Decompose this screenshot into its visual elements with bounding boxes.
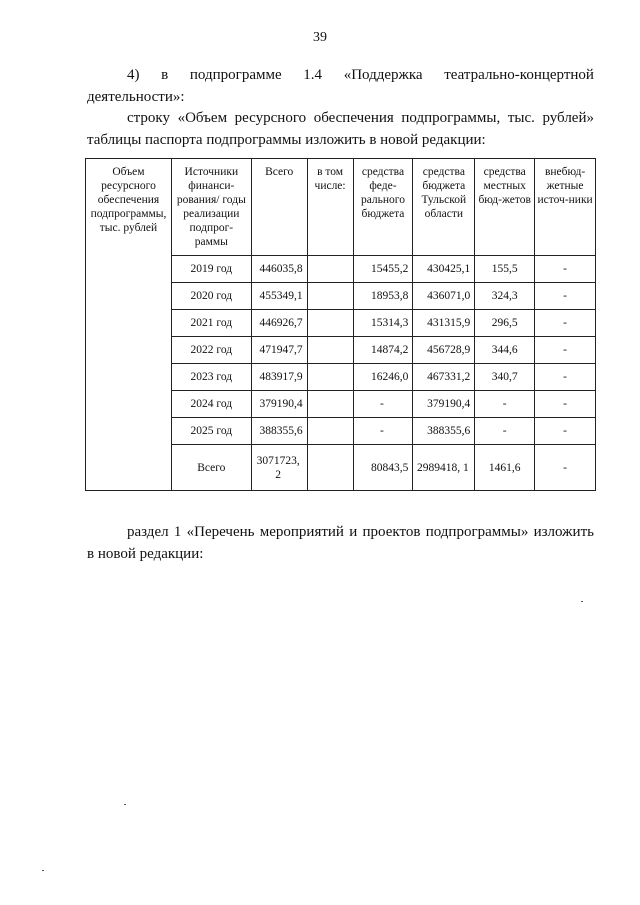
total-cell: 471947,7 bbox=[251, 337, 307, 364]
federal-cell: 80843,5 bbox=[353, 445, 413, 491]
empty-cell bbox=[307, 445, 353, 491]
empty-cell bbox=[307, 364, 353, 391]
paragraph-row-instruction bbox=[87, 107, 594, 151]
local-cell: 155,5 bbox=[475, 256, 535, 283]
regional-cell: 379190,4 bbox=[413, 391, 475, 418]
word: подпрограммы, bbox=[401, 110, 501, 126]
paragraph-line: деятельности»: bbox=[87, 89, 185, 105]
total-cell: 379190,4 bbox=[251, 391, 307, 418]
year-cell: 2020 год bbox=[171, 283, 251, 310]
row-header-cell: Объем ресурсного обеспечения подпрограммы, тыс. рублей bbox=[86, 159, 172, 491]
year-cell: 2019 год bbox=[171, 256, 251, 283]
scan-speck bbox=[42, 870, 44, 871]
word: и bbox=[349, 524, 358, 540]
year-cell: 2025 год bbox=[171, 418, 251, 445]
word: подпрограмме bbox=[189, 67, 282, 83]
offbudget-cell: - bbox=[535, 418, 596, 445]
total-cell: 3071723, 2 bbox=[251, 445, 307, 491]
word: 1 bbox=[173, 524, 182, 540]
year-cell: 2022 год bbox=[171, 337, 251, 364]
local-cell: - bbox=[475, 418, 535, 445]
word: в bbox=[161, 67, 169, 83]
offbudget-cell: - bbox=[535, 256, 596, 283]
regional-cell: 388355,6 bbox=[413, 418, 475, 445]
offbudget-cell: - bbox=[535, 310, 596, 337]
local-cell: 344,6 bbox=[475, 337, 535, 364]
offbudget-cell: - bbox=[535, 337, 596, 364]
word: мероприятий bbox=[259, 524, 344, 540]
header-cell: средства феде-рального бюджета bbox=[353, 159, 413, 256]
paragraph-line: таблицы паспорта подпрограммы изложить в новой редакции: bbox=[87, 132, 486, 148]
regional-cell: 2989418, 1 bbox=[413, 445, 475, 491]
total-cell: 483917,9 bbox=[251, 364, 307, 391]
word: рублей» bbox=[542, 110, 594, 126]
offbudget-cell: - bbox=[535, 364, 596, 391]
regional-cell: 431315,9 bbox=[413, 310, 475, 337]
empty-cell bbox=[307, 418, 353, 445]
paragraph-line: в новой редакции: bbox=[87, 546, 204, 562]
word: раздел bbox=[127, 524, 169, 540]
local-cell: 1461,6 bbox=[475, 445, 535, 491]
year-cell: 2023 год bbox=[171, 364, 251, 391]
resource-table bbox=[85, 158, 596, 491]
regional-cell: 436071,0 bbox=[413, 283, 475, 310]
empty-cell bbox=[307, 391, 353, 418]
word: «Поддержка bbox=[343, 67, 423, 83]
empty-cell bbox=[307, 310, 353, 337]
word: ресурсного bbox=[234, 110, 307, 126]
federal-cell: - bbox=[353, 418, 413, 445]
header-cell: внебюд-жетные источ-ники bbox=[535, 159, 596, 256]
paragraph-line bbox=[87, 107, 594, 129]
regional-cell: 456728,9 bbox=[413, 337, 475, 364]
paragraph-subprogram bbox=[87, 64, 594, 108]
empty-cell bbox=[307, 337, 353, 364]
page-number: 39 bbox=[313, 30, 327, 45]
local-cell: 324,3 bbox=[475, 283, 535, 310]
regional-cell: 430425,1 bbox=[413, 256, 475, 283]
total-cell: 446926,7 bbox=[251, 310, 307, 337]
total-cell: 388355,6 bbox=[251, 418, 307, 445]
word: 1.4 bbox=[303, 67, 323, 83]
federal-cell: 18953,8 bbox=[353, 283, 413, 310]
header-cell: в том числе: bbox=[307, 159, 353, 256]
word: театрально-концертной bbox=[444, 67, 594, 83]
word: изложить bbox=[533, 524, 594, 540]
total-cell: 446035,8 bbox=[251, 256, 307, 283]
year-cell: Всего bbox=[171, 445, 251, 491]
offbudget-cell: - bbox=[535, 283, 596, 310]
header-cell: средства бюджета Тульской области bbox=[413, 159, 475, 256]
word: «Перечень bbox=[186, 524, 255, 540]
total-cell: 455349,1 bbox=[251, 283, 307, 310]
paragraph-line bbox=[87, 64, 594, 86]
local-cell: 340,7 bbox=[475, 364, 535, 391]
federal-cell: 15314,3 bbox=[353, 310, 413, 337]
table-header-row bbox=[86, 159, 596, 256]
offbudget-cell: - bbox=[535, 391, 596, 418]
offbudget-cell: - bbox=[535, 445, 596, 491]
scan-speck bbox=[581, 601, 583, 602]
regional-cell: 467331,2 bbox=[413, 364, 475, 391]
paragraph-section-instruction bbox=[87, 521, 594, 565]
word: 4) bbox=[127, 67, 140, 83]
header-cell: средства местных бюд-жетов bbox=[475, 159, 535, 256]
paragraph-line bbox=[87, 521, 594, 543]
year-cell: 2021 год bbox=[171, 310, 251, 337]
word: обеспечения bbox=[313, 110, 394, 126]
federal-cell: 16246,0 bbox=[353, 364, 413, 391]
scan-speck bbox=[124, 804, 126, 805]
word: подпрограммы» bbox=[425, 524, 529, 540]
header-cell: Всего bbox=[251, 159, 307, 256]
year-cell: 2024 год bbox=[171, 391, 251, 418]
empty-cell bbox=[307, 256, 353, 283]
word: тыс. bbox=[507, 110, 535, 126]
word: «Объем bbox=[177, 110, 228, 126]
federal-cell: 14874,2 bbox=[353, 337, 413, 364]
word: строку bbox=[127, 110, 170, 126]
word: проектов bbox=[362, 524, 421, 540]
federal-cell: - bbox=[353, 391, 413, 418]
local-cell: 296,5 bbox=[475, 310, 535, 337]
federal-cell: 15455,2 bbox=[353, 256, 413, 283]
local-cell: - bbox=[475, 391, 535, 418]
header-cell: Источники финанси-рования/ годы реализации подпрог-раммы bbox=[171, 159, 251, 256]
empty-cell bbox=[307, 283, 353, 310]
